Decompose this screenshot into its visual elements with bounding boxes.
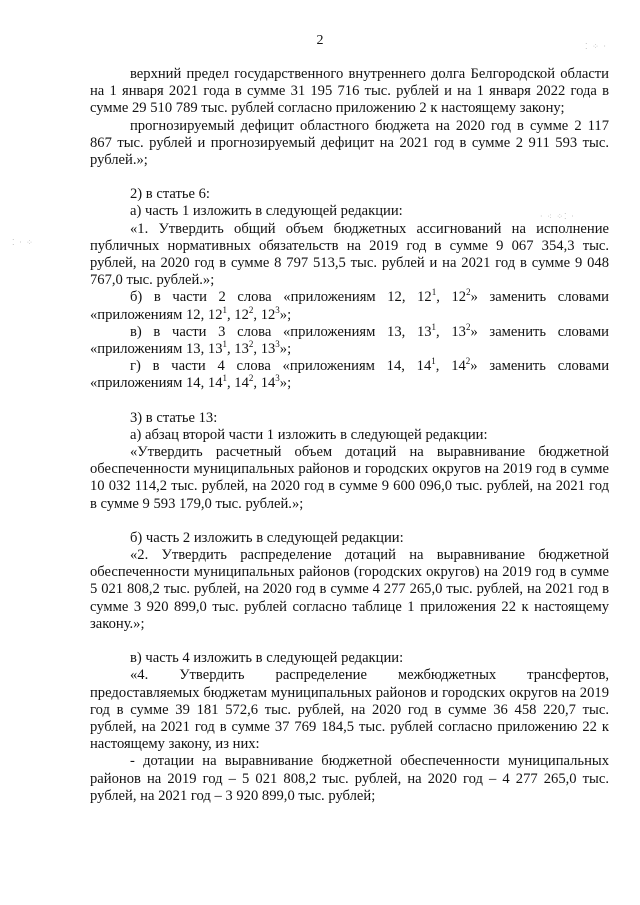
paragraph-part-4-edit: в) часть 4 изложить в следующей редакции: [130,650,404,667]
paragraph-part-4-replace: г) в части 4 слова «приложениям 14, $14^1$, $14^2$» заменить словами «приложениям 14, $14^1$, $14^2$, $14^3$»; [90,356,610,392]
paragraph-deficit: прогнозируемый дефицит областного бюджета на 2020 год в сумме 2 117 867 тыс. рублей и прогнозируемый дефицит на 2021 год в сумме 2 911 593 тыс. рублей.»; [90,117,609,169]
paragraph-part-3-replace: в) в части 3 слова «приложениям 13, $13^1$, $13^2$» заменить словами «приложениям 13, $13^1$, $13^2$, $13^3$»; [90,321,609,358]
paragraph-transfers-distribution: «4. Утвердить распределение межбюджетных трансфертов, предоставляемых бюджетам муниципальных районов и городских округов на 2019 год в сумме 39 181 572,6 тыс. рублей, на 2020 год в сумме 36 458 220,7 тыс. рублей, на 2021 год в сумме 37 769 184,5 тыс. рублей согласно приложению 22 к настоящему закону, из них: [90,667,609,753]
scan-speckle: ⁚ ⁘ · [585,42,607,51]
paragraph-part-1-edit: а) часть 1 изложить в следующей редакции: [130,203,403,220]
scan-speckle: · ⁖ ⁘⁚ · [540,212,575,221]
spacer [90,513,609,530]
paragraph-part-2-edit: б) часть 2 изложить в следующей редакции: [130,529,404,546]
paragraph-article-13: 3) в статье 13: [130,409,218,426]
paragraph-article-6: 2) в статье 6: [130,186,210,203]
spacer [90,393,609,410]
paragraph-subsidy-estimate: «Утвердить расчетный объем дотаций на выравнивание бюджетной обеспеченности муниципальных районов и городских округов на 2019 год в сумме 10 032 114,2 тыс. рублей, на 2020 год в сумме 9 600 096,0 тыс. рублей, на 2021 год в сумме 9 593 179,0 тыс. рублей.»; [90,444,609,512]
spacer [90,633,609,650]
scan-speckle: ⁚ · ⁘ [12,238,34,247]
paragraph-public-obligations: «1. Утвердить общий объем бюджетных ассигнований на исполнение публичных нормативных обязательств на 2019 год в сумме 9 067 354,3 тыс. рублей, на 2020 год в сумме 8 797 513,5 тыс. рублей и на 2021 год в сумме 9 048 767,0 тыс. рублей.»; [90,220,609,289]
page-number: 2 [316,33,324,48]
paragraph-subsidy-list-item: - дотации на выравнивание бюджетной обеспеченности муниципальных районов на 2019 год – 5 021 808,2 тыс. рублей, на 2020 год – 4 277 265,0 тыс. рублей, на 2021 год – 3 920 899,0 тыс. рублей; [90,753,609,804]
paragraph-subsidy-distribution: «2. Утвердить распределение дотаций на выравнивание бюджетной обеспеченности муниципальных районов (городских округов) на 2019 год в сумме 5 021 808,2 тыс. рублей, на 2020 год в сумме 4 277 265,0 тыс. рублей, на 2021 год в сумме 3 920 899,0 тыс. рублей согласно таблице 1 приложения 22 к настоящему закону.»; [90,547,609,632]
spacer [90,169,609,186]
paragraph-part-2-replace: б) в части 2 слова «приложениям 12, $12^1$, $12^2$» заменить словами «приложениям 12, $12^1$, $12^2$, $12^3$»; [90,287,609,323]
paragraph-abzac-edit: а) абзац второй части 1 изложить в следующей редакции: [130,426,488,443]
paragraph-debt-limit: верхний предел государственного внутреннего долга Белгородской области на 1 января 2021 года в сумме 31 195 716 тыс. рублей и на 1 января 2022 года в сумме 29 510 789 тыс. рублей согласно приложению 2 к настоящему закону; [90,66,609,117]
document-body [90,66,609,805]
